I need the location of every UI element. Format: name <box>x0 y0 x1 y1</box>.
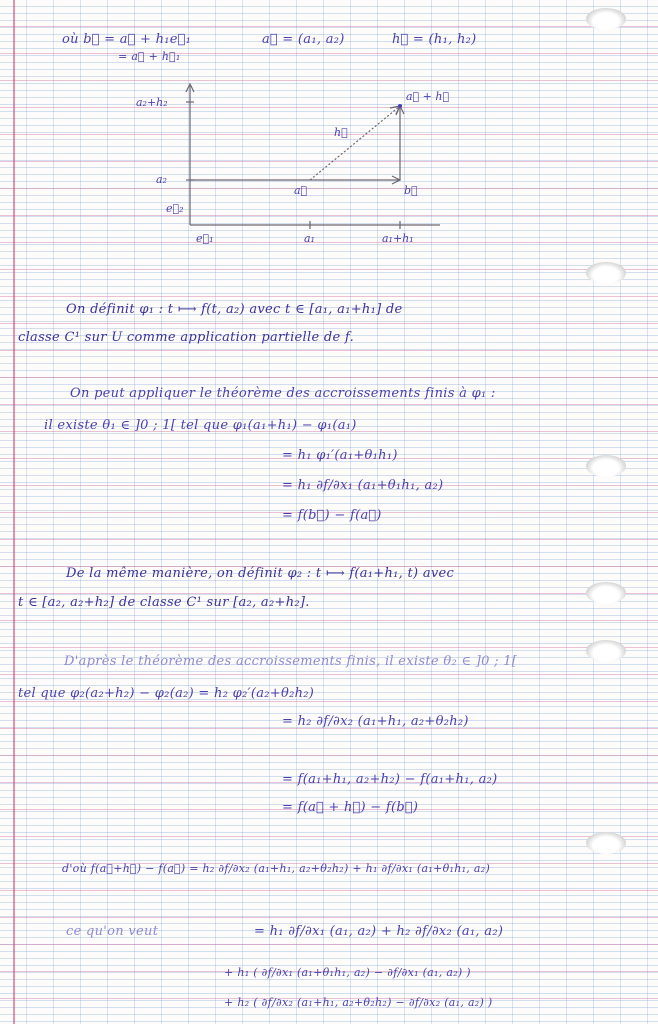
definition-vector-h: h⃗ = (h₁, h₂) <box>392 32 477 47</box>
binder-hole <box>586 582 626 604</box>
point-a-plus-h <box>398 104 402 108</box>
binder-hole <box>586 640 626 662</box>
binder-hole <box>586 455 626 477</box>
label-a: a⃗ <box>294 184 308 197</box>
label-e2: e⃗₂ <box>166 202 184 215</box>
label-a-plus-h: a⃗ + h⃗ <box>406 90 450 103</box>
theta2-existence: tel que φ₂(a₂+h₂) − φ₂(a₂) = h₂ φ₂′(a₂+θ₂h₂) <box>18 686 315 701</box>
goal-label: ce qu'on veut <box>66 924 159 939</box>
vector-diagram <box>136 70 470 250</box>
phi1-definition: On définit φ₁ : t ⟼ f(t, a₂) avec t ∈ [a₁, a₁+h₁] de <box>66 302 403 317</box>
taf-intro-phi2: D'après le théorème des accroissements finis, il existe θ₂ ∈ ]0 ; 1[ <box>64 654 518 669</box>
phi1-definition-continued: classe C¹ sur U comme application partielle de f. <box>18 330 354 345</box>
theta2-step-3: = f(a₁+h₁, a₂+h₂) − f(a₁+h₁, a₂) <box>282 772 498 787</box>
theta1-existence: il existe θ₁ ∈ ]0 ; 1[ tel que φ₁(a₁+h₁) − φ₁(a₁) <box>44 418 357 433</box>
label-h: h⃗ <box>334 126 348 139</box>
definition-b: où b⃗ = a⃗ + h₁e⃗₁ <box>62 32 192 47</box>
theta2-step-4: = f(a⃗ + h⃗) − f(b⃗) <box>282 800 419 815</box>
binder-hole <box>586 8 626 30</box>
phi2-definition-continued: t ∈ [a₂, a₂+h₂] de classe C¹ sur [a₂, a₂+h₂]. <box>18 595 310 610</box>
binder-hole <box>586 262 626 284</box>
final-difference: d'où f(a⃗+h⃗) − f(a⃗) = h₂ ∂f/∂x₂ (a₁+h₁, a₂+θ₂h₂) + h₁ ∂f/∂x₁ (a₁+θ₁h₁, a₂) <box>62 862 491 875</box>
label-a2h2: a₂+h₂ <box>136 96 168 109</box>
taf-intro-phi1: On peut appliquer le théorème des accroissements finis à φ₁ : <box>70 386 496 401</box>
theta1-step-4: = f(b⃗) − f(a⃗) <box>282 508 382 523</box>
binder-hole <box>586 832 626 854</box>
final-step-2: + h₁ ( ∂f/∂x₁ (a₁+θ₁h₁, a₂) − ∂f/∂x₁ (a₁, a₂) ) <box>224 966 471 979</box>
definition-vector-a: a⃗ = (a₁, a₂) <box>262 32 345 47</box>
definition-b-continued: = a⃗ + h⃗₁ <box>118 50 181 63</box>
theta2-step-2: = h₂ ∂f/∂x₂ (a₁+h₁, a₂+θ₂h₂) <box>282 714 469 729</box>
label-e1: e⃗₁ <box>196 232 214 245</box>
label-a1: a₁ <box>304 232 315 245</box>
theta1-step-3: = h₁ ∂f/∂x₁ (a₁+θ₁h₁, a₂) <box>282 478 444 493</box>
final-step-3: + h₂ ( ∂f/∂x₂ (a₁+h₁, a₂+θ₂h₂) − ∂f/∂x₂ (a₁, a₂) ) <box>224 996 493 1009</box>
theta1-step-2: = h₁ φ₁′(a₁+θ₁h₁) <box>282 448 398 463</box>
label-a2: a₂ <box>156 173 167 186</box>
phi2-definition: De la même manière, on définit φ₂ : t ⟼ f(a₁+h₁, t) avec <box>66 566 455 581</box>
label-a1h1: a₁+h₁ <box>382 232 414 245</box>
vector-h-line <box>310 106 400 180</box>
label-b: b⃗ <box>404 184 418 197</box>
final-step-1: = h₁ ∂f/∂x₁ (a₁, a₂) + h₂ ∂f/∂x₂ (a₁, a₂) <box>254 924 504 939</box>
